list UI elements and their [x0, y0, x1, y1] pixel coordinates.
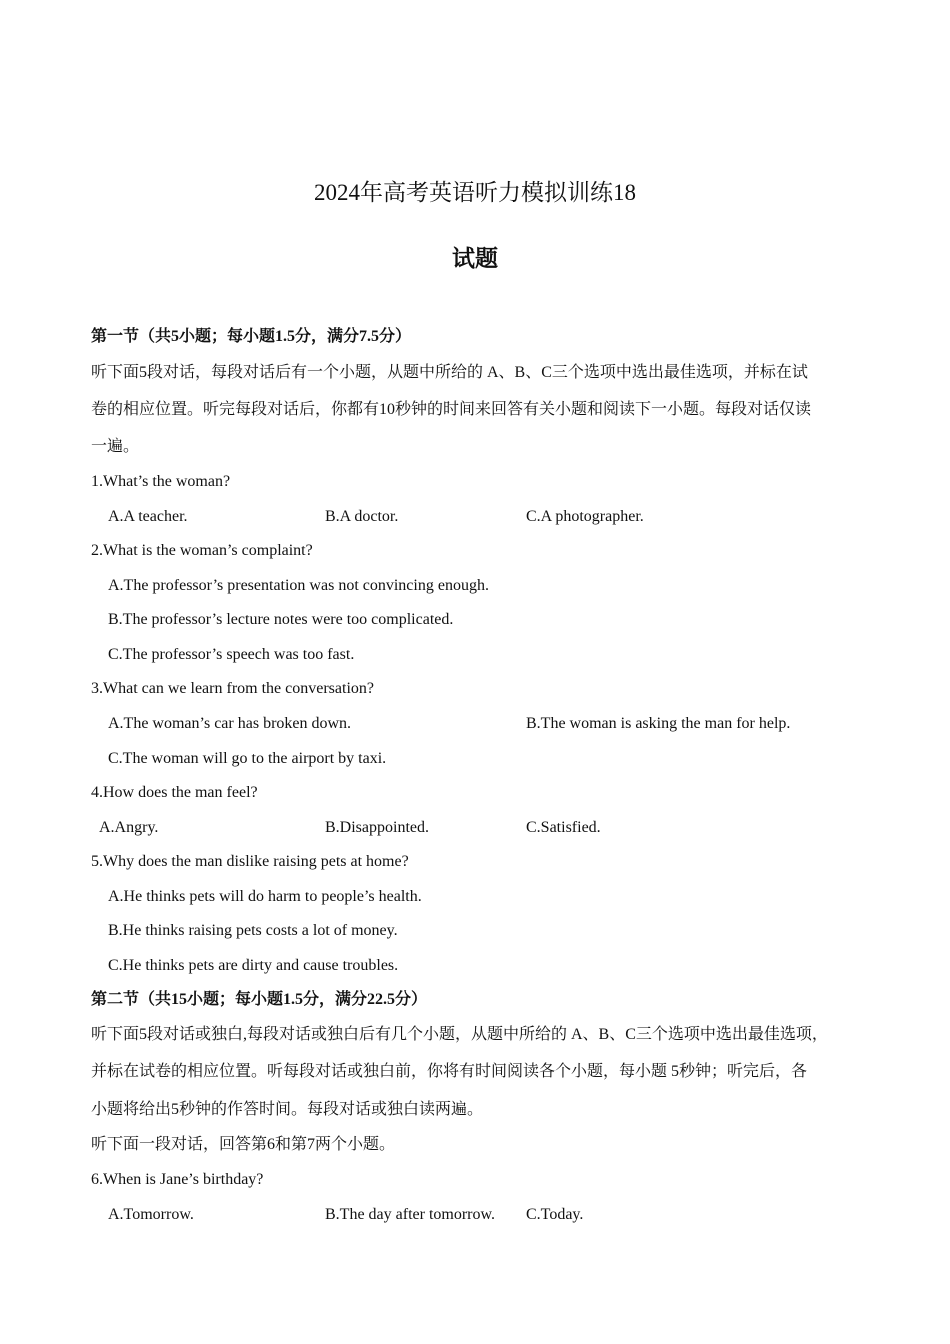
question-stem: 3.What can we learn from the conversation? — [91, 680, 374, 697]
option-a: A.The woman’s car has broken down. — [108, 715, 352, 732]
option-c: C.The woman will go to the airport by taxi. — [108, 750, 387, 767]
section2-heading: 第二节（共15小题；每小题1.5分，满分22.5分） — [91, 991, 428, 1008]
section1-instructions-line: 听下面5段对话，每段对话后有一个小题，从题中所给的 A、B、C三个选项中选出最佳选项，并标在试 — [91, 364, 808, 381]
option-a: A.He thinks pets will do harm to people’s health. — [108, 888, 422, 905]
option-a: A.A teacher. — [108, 508, 188, 525]
option-a: A.Angry. — [99, 819, 159, 836]
question-stem: 1.What’s the woman? — [91, 473, 231, 490]
document-title: 2024年高考英语听力模拟训练18 — [314, 180, 636, 205]
section2-instructions-line: 小题将给出5秒钟的作答时间。每段对话或独白读两遍。 — [91, 1101, 484, 1118]
option-b: B.A doctor. — [325, 508, 399, 525]
section1-instructions-line: 一遍。 — [91, 438, 140, 455]
option-b: B.The professor’s lecture notes were too complicated. — [108, 611, 454, 628]
section2-instructions-line: 听下面5段对话或独白,每段对话或独白后有几个小题，从题中所给的 A、B、C三个选项中选出最佳选项， — [91, 1026, 828, 1043]
question-stem: 6.When is Jane’s birthday? — [91, 1171, 264, 1188]
option-b: B.The day after tomorrow. — [325, 1206, 496, 1223]
question-stem: 4.How does the man feel? — [91, 784, 258, 801]
passage-intro: 听下面一段对话，回答第6和第7两个小题。 — [91, 1136, 396, 1153]
option-c: C.The professor’s speech was too fast. — [108, 646, 355, 663]
document-subtitle: 试题 — [452, 246, 498, 271]
option-b: B.He thinks raising pets costs a lot of money. — [108, 922, 398, 939]
option-c: C.Satisfied. — [526, 819, 601, 836]
section2-instructions-line: 并标在试卷的相应位置。听每段对话或独白前，你将有时间阅读各个小题，每小题 5秒钟；听完后，各 — [91, 1063, 808, 1080]
option-a: A.The professor’s presentation was not convincing enough. — [108, 577, 489, 594]
option-c: C.Today. — [526, 1206, 584, 1223]
question-stem: 5.Why does the man dislike raising pets at home? — [91, 853, 409, 870]
section1-instructions-line: 卷的相应位置。听完每段对话后，你都有10秒钟的时间来回答有关小题和阅读下一小题。每段对话仅读 — [91, 401, 812, 418]
section1-heading: 第一节（共5小题；每小题1.5分，满分7.5分） — [91, 328, 412, 345]
option-b: B.Disappointed. — [325, 819, 429, 836]
option-b: B.The woman is asking the man for help. — [526, 715, 791, 732]
option-c: C.A photographer. — [526, 508, 644, 525]
option-a: A.Tomorrow. — [108, 1206, 194, 1223]
question-stem: 2.What is the woman’s complaint? — [91, 542, 313, 559]
option-c: C.He thinks pets are dirty and cause troubles. — [108, 957, 399, 974]
